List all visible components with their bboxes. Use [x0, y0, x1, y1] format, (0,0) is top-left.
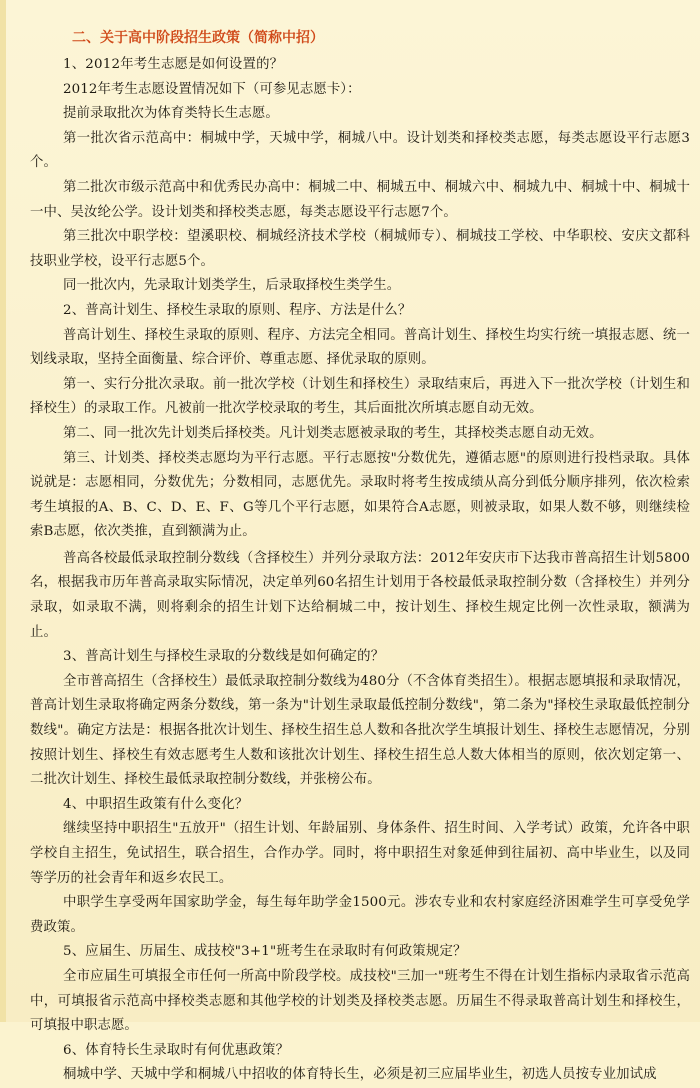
paragraph: 普高各校最低录取控制分数线（含择校生）并列分录取方法：2012年安庆市下达我市普高招生计划5800名，根据我市历年普高录取实际情况，决定单列60名招生计划用于各校最低录取控制分数（含择校生）并列分录取，如录取不满，则将剩余的招生计划下达给桐城二中，按计划生、择校生规定比例一次性录取，额满为止。: [30, 550, 690, 640]
paragraph: 2012年考生志愿设置情况如下（可参见志愿卡）：: [63, 81, 361, 97]
paragraph: 全市普高招生（含择校生）最低录取控制分数线为480分（不含体育类招生）。根据志愿填报和录取情况，普高计划生录取将确定两条分数线，第一条为"计划生录取最低控制分数线"，第二条为"择校生录取最低控制分数线"。确定方法是：根据各批次计划生、择校生招生总人数和各批次学生填报计划生、择校生志愿情况，分别按照计划生、择校生有效志愿考生人数和该批次计划生、择校生招生总人数大体相当的原则，依次划定第一、二批次计划生、择校生最低录取控制分数线，并张榜公布。: [30, 673, 690, 788]
question-6: 6、体育特长生录取时有何优惠政策？: [63, 1042, 290, 1058]
paragraph: 中职学生享受两年国家助学金，每生每年助学金1500元。涉农专业和农村家庭经济困难学生可享受免学费政策。: [30, 895, 690, 935]
body-text: [30, 53, 690, 1088]
paragraph: 普高计划生、择校生录取的原则、程序、方法完全相同。普高计划生、择校生均实行统一填报志愿、统一划线录取，坚持全面衡量、综合评价、尊重志愿、择优录取的原则。: [30, 327, 690, 368]
question-5: 5、应届生、历届生、成技校"3+1"班考生在录取时有何政策规定？: [63, 944, 467, 960]
question-4: 4、中职招生政策有什么变化？: [63, 796, 249, 812]
question-1: 1、2012年考生志愿是如何设置的？: [63, 57, 284, 72]
paragraph: 提前录取批次为体育类特长生志愿。: [63, 106, 279, 122]
paragraph: 继续坚持中职招生"五放开"（招生计划、年龄届别、身体条件、招生时间、入学考试）政策，允许各中职学校自主招生，免试招生，联合招生，合作办学。同时，将中职招生对象延伸到往届初、高中毕业生，以及同等学历的社会青年和返乡农民工。: [30, 821, 690, 886]
section-heading: 二、关于高中阶段招生政策（简称中招）: [72, 30, 324, 46]
page-edge: [0, 0, 6, 1022]
paragraph: 第一批次省示范高中：桐城中学，天城中学，桐城八中。设计划类和择校类志愿，每类志愿设平行志愿3个。: [30, 130, 690, 171]
question-3: 3、普高计划生与择校生录取的分数线是如何确定的？: [63, 649, 385, 665]
paragraph: 第一、实行分批次录取。前一批次学校（计划生和择校生）录取结束后，再进入下一批次学校（计划生和择校生）的录取工作。凡被前一批次学校录取的考生，其后面批次所填志愿自动无效。: [30, 376, 690, 417]
question-2: 2、普高计划生、择校生录取的原则、程序、方法是什么？: [63, 302, 412, 318]
paragraph: 第三批次中职学校：望溪职校、桐城经济技术学校（桐城师专）、桐城技工学校、中华职校、安庆文都科技职业学校，设平行志愿5个。: [30, 229, 690, 269]
paragraph: 全市应届生可填报全市任何一所高中阶段学校。成技校"三加一"班考生不得在计划生指标内录取省示范高中，可填报省示范高中择校类志愿和其他学校的计划类及择校类志愿。历届生不得录取普高计划生和择校生，可填报中职志愿。: [30, 968, 690, 1034]
paragraph: 第三、计划类、择校类志愿均为平行志愿。平行志愿按"分数优先，遵循志愿"的原则进行投档录取。具体说就是：志愿相同，分数优先；分数相同，志愿优先。录取时将考生按成绩从高分到低分顺序排列，依次检索考生填报的A、B、C、D、E、F、G等几个平行志愿，如果符合A志愿，则被录取，如果人数不够，则继续检索B志愿，依次类推，直到额满为止。: [30, 450, 690, 540]
paragraph: 第二批次市级示范高中和优秀民办高中：桐城二中、桐城五中、桐城六中、桐城九中、桐城十中、桐城十一中、吴汝纶公学。设计划类和择校类志愿，每类志愿设平行志愿7个。: [30, 179, 690, 220]
paragraph: 第二、同一批次先计划类后择校类。凡计划类志愿被录取的考生，其择校类志愿自动无效。: [63, 425, 603, 441]
paragraph: 桐城中学、天城中学和桐城八中招收的体育特长生，必须是初三应届毕业生，初选人员按专业加试成: [63, 1067, 657, 1083]
paragraph: 同一批次内，先录取计划类学生，后录取择校生类学生。: [63, 278, 401, 294]
